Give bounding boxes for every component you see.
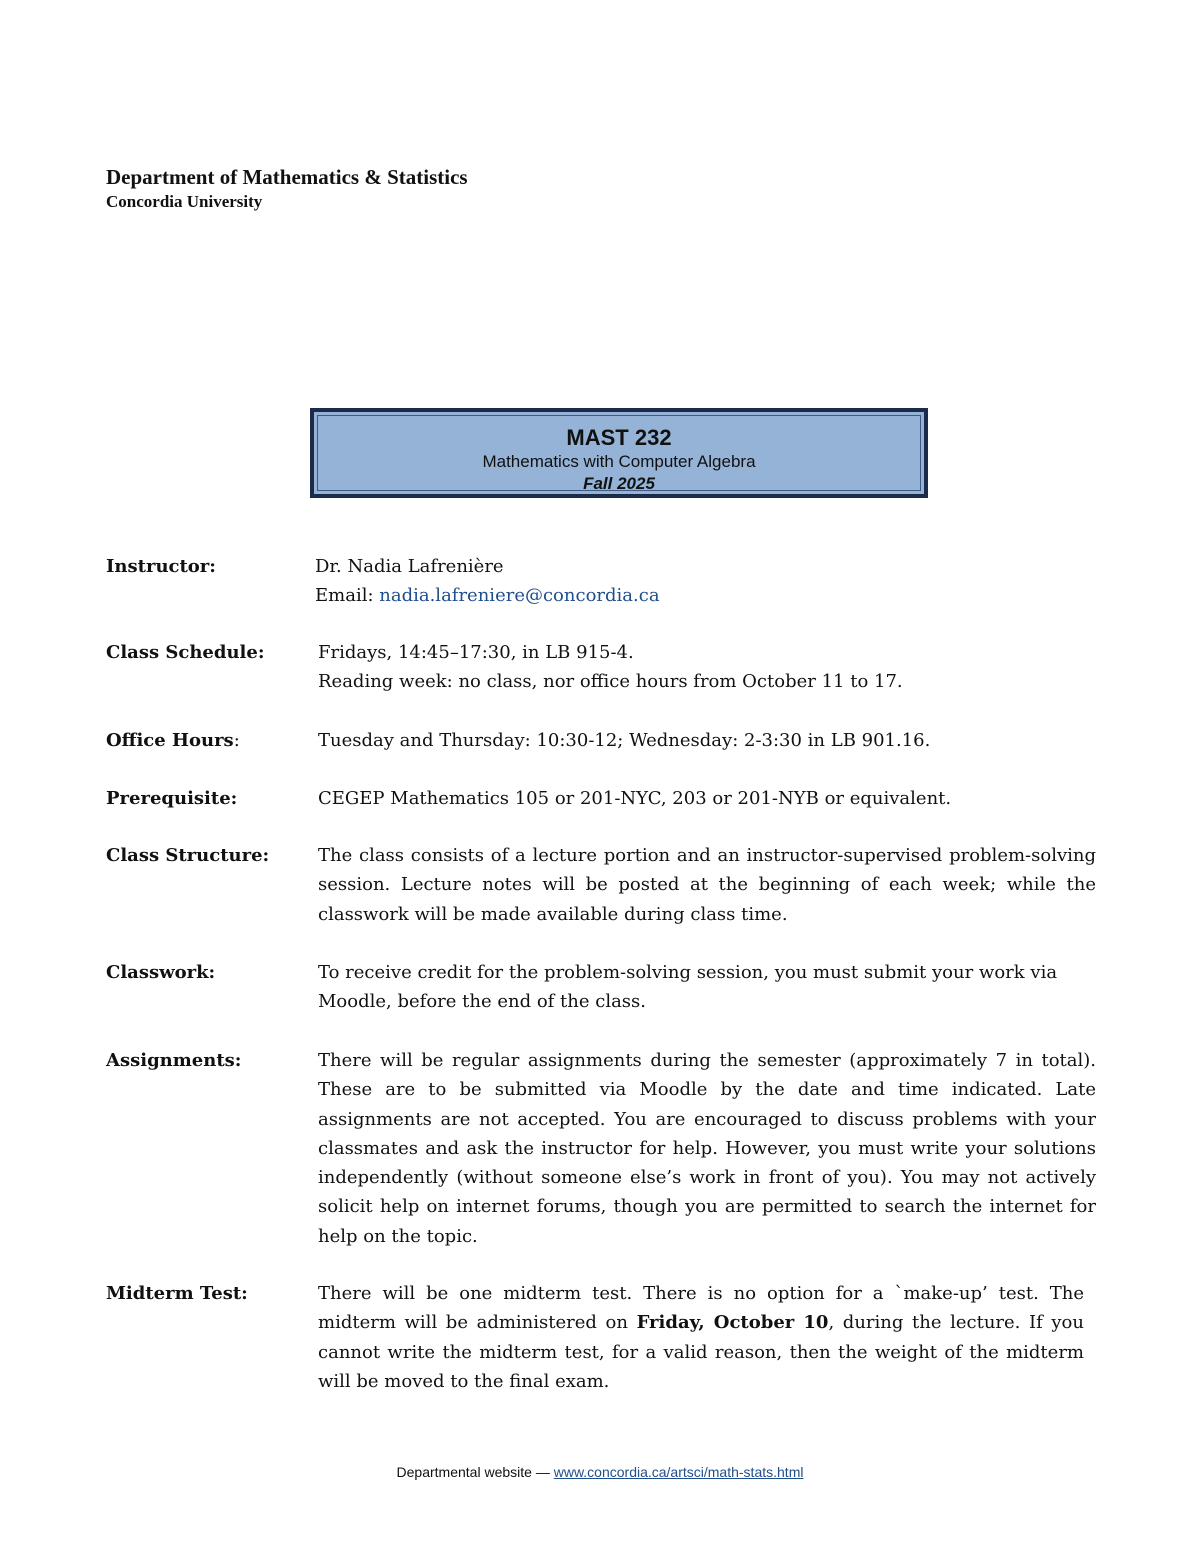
instructor-section <box>106 552 1096 611</box>
assignments-text: There will be regular assignments during the semester (approximately 7 in total). These are to be submitted via Moodle by the date and time indicated. Late assignments are not accepted. You are encouraged to discuss problems with your classmates and ask the instructor for help. However, you must write your solutions independently (without someone else’s work in front of you). You may not actively solicit help on internet forums, though you are permitted to search the internet for help on the topic. <box>318 1050 1096 1247</box>
midterm-label: Midterm Test: <box>106 1283 248 1304</box>
midterm-section <box>106 1279 1096 1396</box>
instructor-email-link[interactable]: nadia.lafreniere@concordia.ca <box>379 585 660 607</box>
midterm-text: There will be one midterm test. There is no option for a `make-up’ test. The midterm will be administered on Friday, October 10, during the lecture. If you cannot write the midterm test, for a valid reason, then the weight of the midterm will be moved to the final exam. <box>318 1283 1084 1392</box>
university-name: Concordia University <box>106 192 263 211</box>
prerequisite-text: CEGEP Mathematics 105 or 201-NYC, 203 or 201-NYB or equivalent. <box>318 788 952 809</box>
schedule-label: Class Schedule: <box>106 642 265 663</box>
document-header <box>106 163 468 213</box>
course-title-box <box>310 408 928 498</box>
department-name: Department of Mathematics & Statistics <box>106 165 468 189</box>
assignments-label: Assignments: <box>106 1050 242 1071</box>
prerequisite-label: Prerequisite: <box>106 788 238 809</box>
assignments-section <box>106 1046 1096 1251</box>
class-structure-section <box>106 841 1096 929</box>
email-prefix: Email: <box>315 585 380 607</box>
midterm-date: Friday, October 10 <box>636 1312 829 1334</box>
classwork-text: To receive credit for the problem-solving session, you must submit your work via Moodle, before the end of the class. <box>318 962 1058 1013</box>
department-website-link[interactable]: www.concordia.ca/artsci/math-stats.html <box>553 1464 804 1480</box>
course-code: MAST 232 <box>566 425 672 450</box>
course-term: Fall 2025 <box>583 474 655 493</box>
office-hours-label: Office Hours: <box>106 730 240 751</box>
classwork-label: Classwork: <box>106 962 216 983</box>
instructor-name: Dr. Nadia Lafrenière <box>315 556 504 577</box>
office-hours-text: Tuesday and Thursday: 10:30-12; Wednesday: 2-3:30 in LB 901.16. <box>318 730 931 751</box>
class-structure-text: The class consists of a lecture portion and an instructor-supervised problem-solving session. Lecture notes will be posted at the beginning of each week; while the classwork will be made available during class time. <box>318 845 1096 925</box>
footer-prefix: Departmental website — <box>396 1464 554 1480</box>
footer <box>0 1464 1200 1480</box>
classwork-section <box>106 958 1096 1017</box>
class-structure-label: Class Structure: <box>106 845 270 866</box>
instructor-email-line <box>315 581 1096 610</box>
schedule-section <box>106 638 1096 697</box>
instructor-label: Instructor: <box>106 556 216 577</box>
prerequisite-section <box>106 784 1096 813</box>
course-name: Mathematics with Computer Algebra <box>482 452 756 471</box>
office-hours-section <box>106 726 1096 755</box>
schedule-line-2: Reading week: no class, nor office hours from October 11 to 17. <box>318 671 903 693</box>
schedule-line-1: Fridays, 14:45–17:30, in LB 915-4. <box>318 642 634 663</box>
